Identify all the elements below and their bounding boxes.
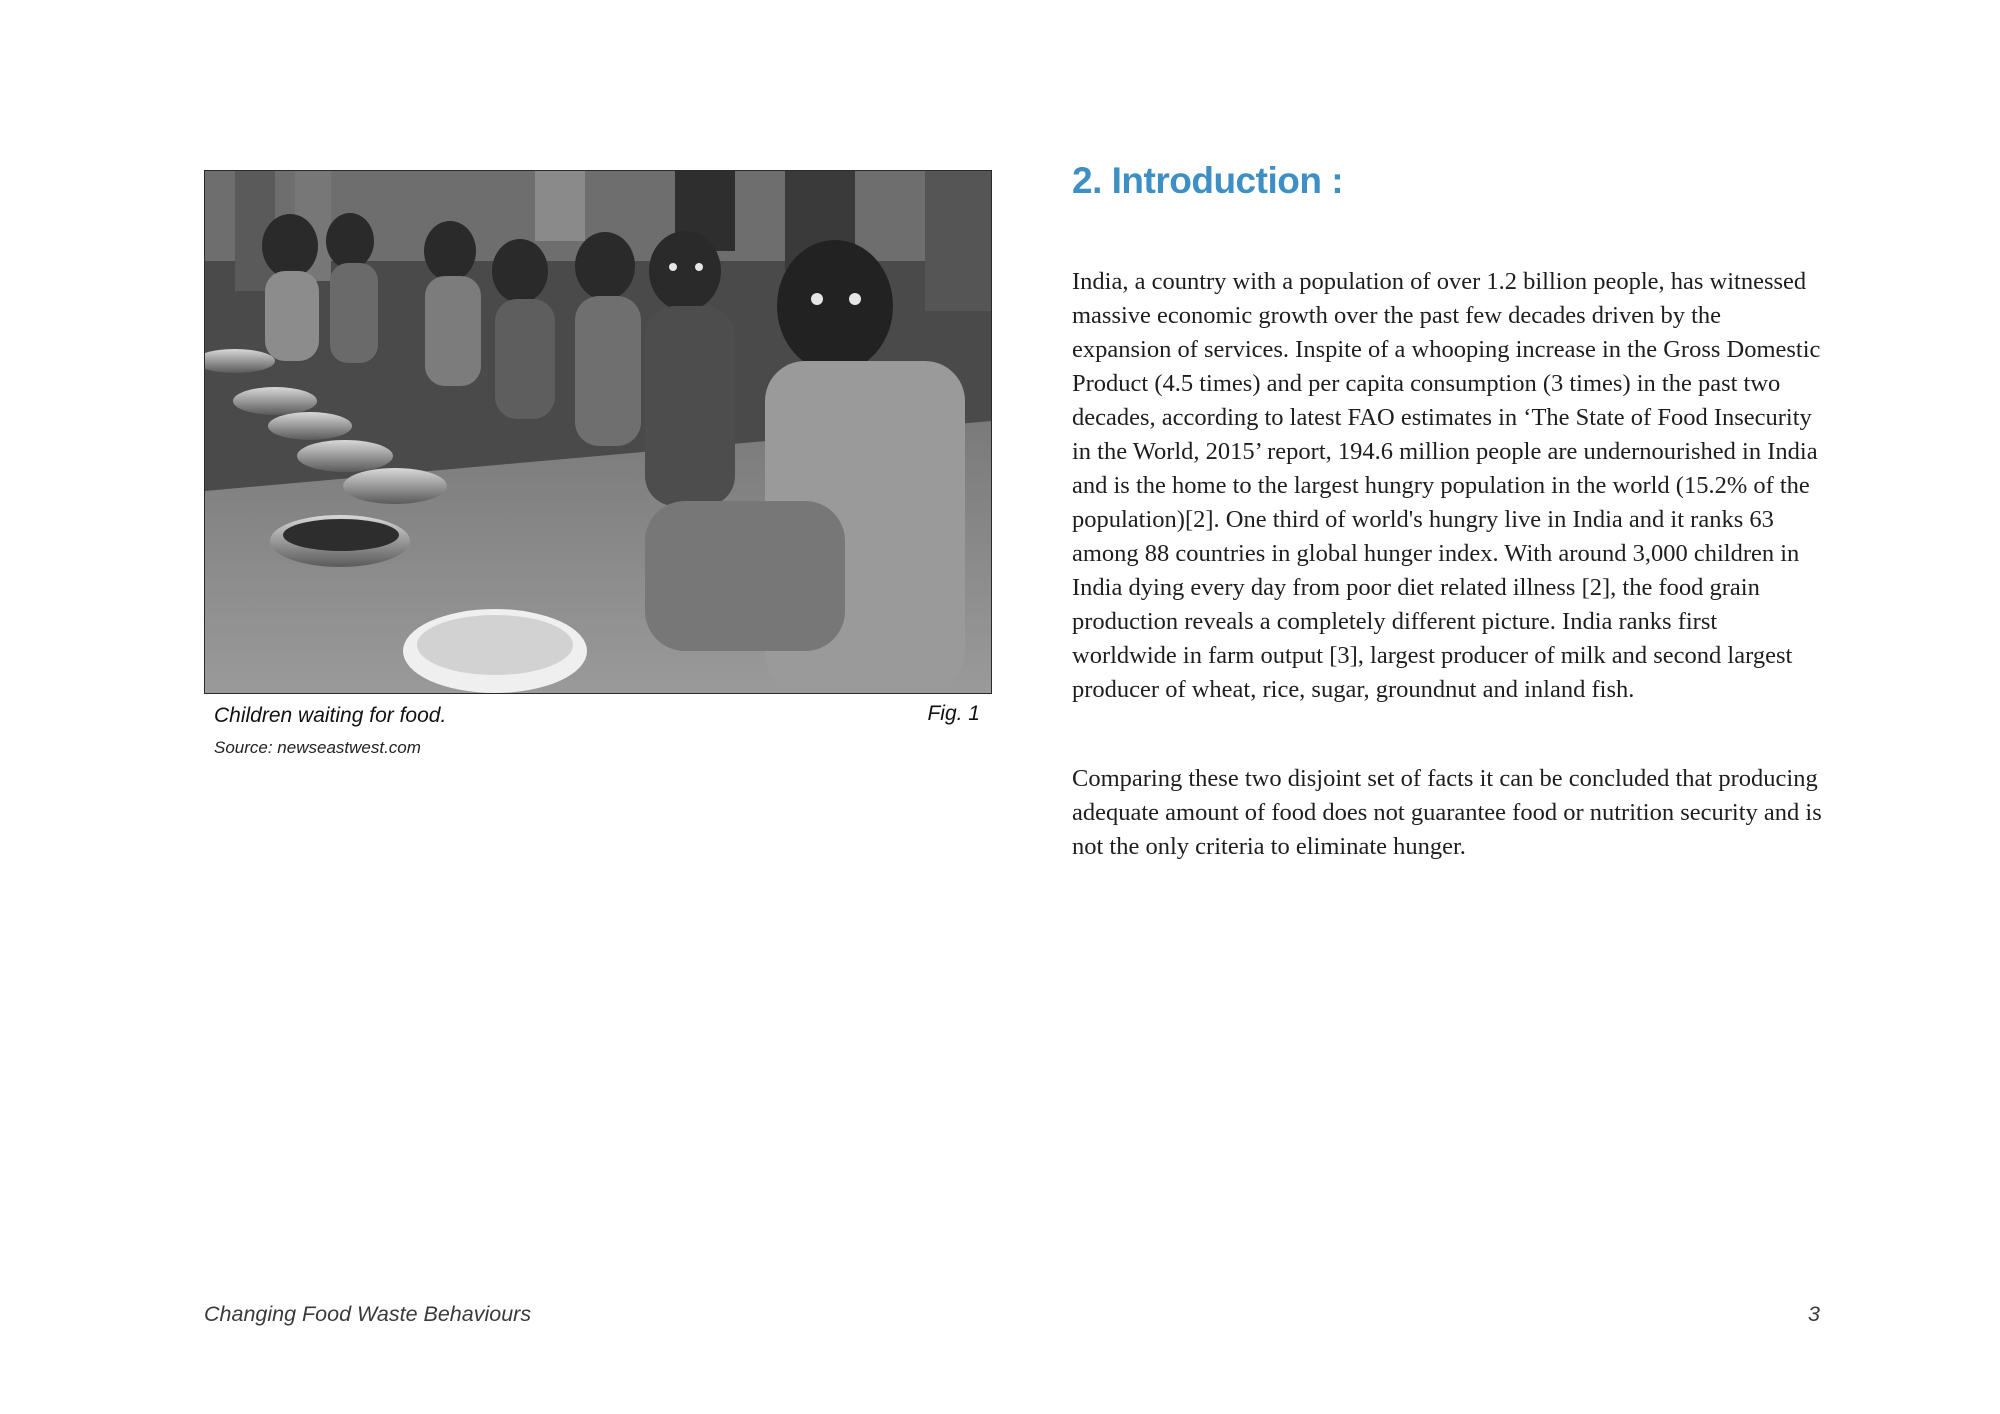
- footer-document-title: Changing Food Waste Behaviours: [204, 1302, 532, 1326]
- footer-page-number: 3: [1808, 1302, 1820, 1326]
- figure-caption: Children waiting for food.: [214, 704, 447, 727]
- figure-label: Fig. 1: [927, 702, 980, 725]
- children-photo-illustration: [205, 171, 991, 693]
- section-heading: 2. Introduction :: [1072, 160, 1344, 201]
- figure-source: Source: newseastwest.com: [214, 738, 421, 757]
- intro-paragraph-1: India, a country with a population of over 1.2 billion people, has witnessed massive economic growth over the past few decades driven by the expansion of services. Inspite of a whooping increase in the Gross Domestic Product (4.5 times) and per capita consumption (3 times) in the past two decades, according to latest FAO estimates in ‘The State of Food Insecurity in the World, 2015’ report, 194.6 million people are undernourished in India and is the home to the largest hungry population in the world (15.2% of the population)[2]. One third of world's hungry live in India and it ranks 63 among 88 countries in global hunger index. With around 3,000 children in India dying every day from poor diet related illness [2], the food grain production reveals a completely different picture. India ranks first worldwide in farm output [3], largest producer of milk and second largest producer of wheat, rice, sugar, groundnut and inland fish.: [1072, 268, 1821, 703]
- children-photo: [204, 170, 992, 694]
- intro-paragraph-2: Comparing these two disjoint set of facts it can be concluded that producing adequate amount of food does not guarantee food or nutrition security and is not the only criteria to eliminate hunger.: [1072, 765, 1822, 860]
